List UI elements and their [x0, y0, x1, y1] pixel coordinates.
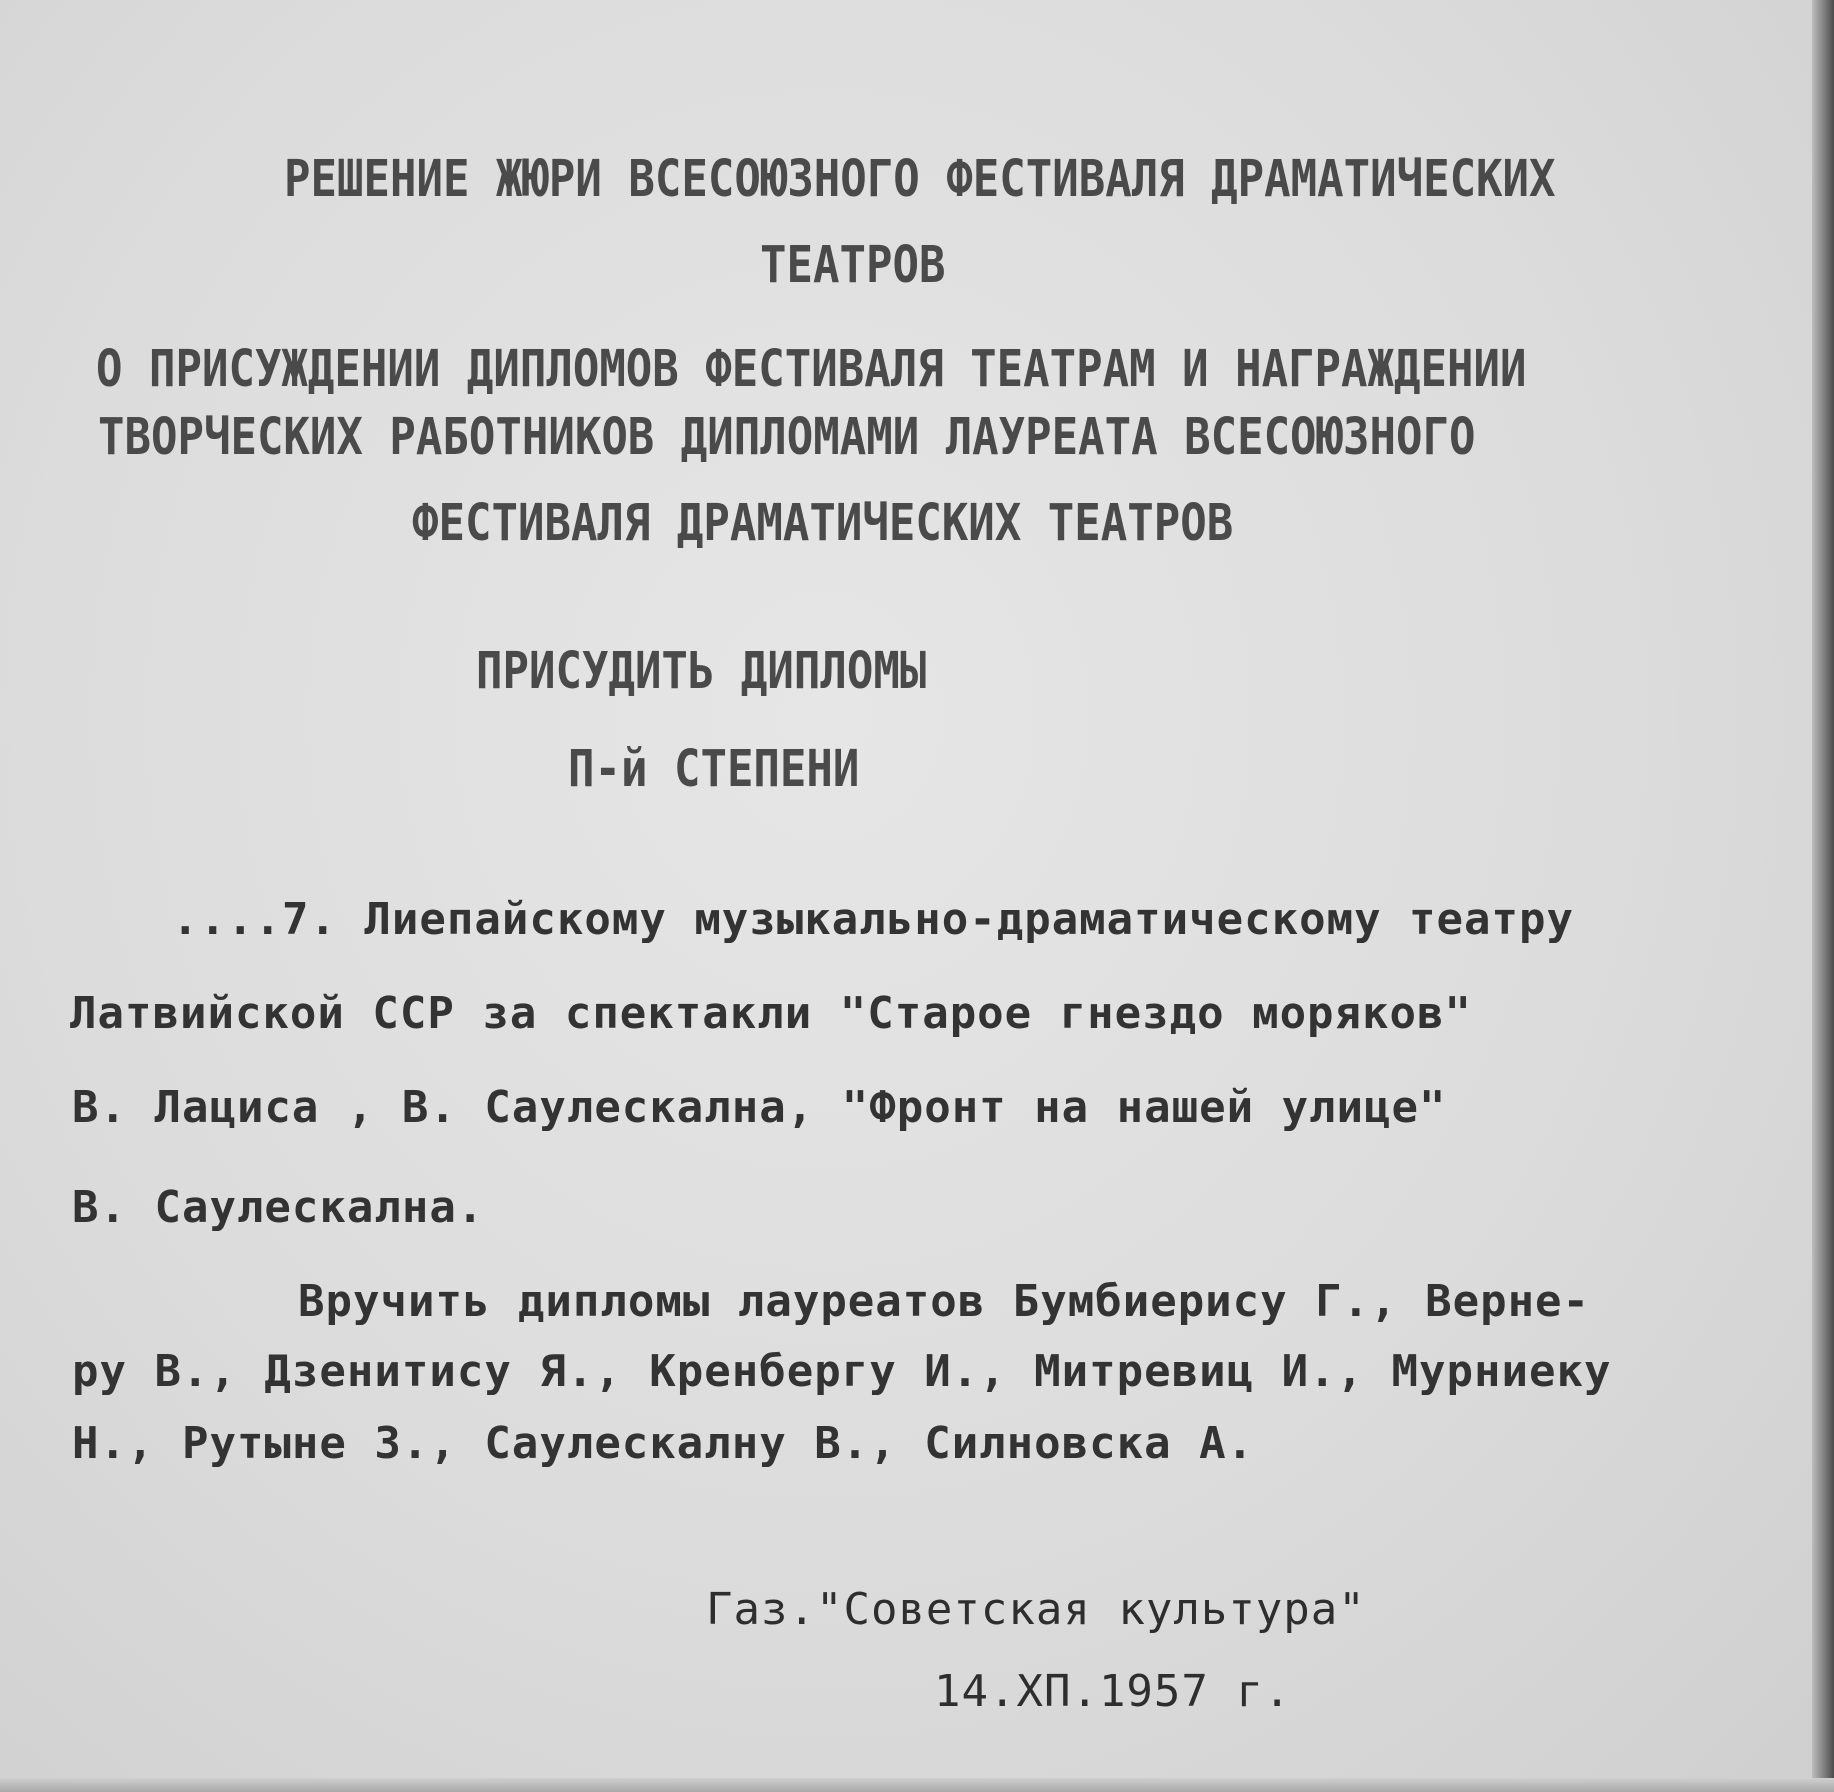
body-line-1: ....7. Лиепайскому музыкально-драматическому театру — [172, 894, 1575, 945]
page-edge-shadow — [1812, 0, 1834, 1792]
body-line-2: Латвийской ССР за спектакли "Старое гнездо моряков" — [70, 988, 1473, 1039]
header-line-3: О ПРИСУЖДЕНИИ ДИПЛОМОВ ФЕСТИВАЛЯ ТЕАТРАМ И НАГРАЖДЕНИИ — [96, 340, 1527, 399]
source-citation: Газ."Советская культура" — [706, 1584, 1366, 1635]
header-line-2: ТЕАТРОВ — [760, 236, 946, 295]
body-line-3: В. Лациса , В. Саулескална, "Фронт на нашей улице" — [72, 1082, 1447, 1133]
subhead-degree: П-й СТЕПЕНИ — [568, 740, 860, 799]
body-line-6: ру В., Дзенитису Я., Кренбергу И., Митревиц И., Мурниеку — [72, 1346, 1612, 1397]
source-date: 14.XП.1957 г. — [934, 1666, 1292, 1717]
body-line-7: Н., Рутыне З., Саулескалну В., Силновска А. — [72, 1418, 1255, 1469]
header-line-4: ТВОРЧЕСКИХ РАБОТНИКОВ ДИПЛОМАМИ ЛАУРЕАТА ВСЕСОЮЗНОГО — [98, 408, 1476, 467]
header-line-5: ФЕСТИВАЛЯ ДРАМАТИЧЕСКИХ ТЕАТРОВ — [412, 494, 1234, 553]
body-line-4: В. Саулескална. — [72, 1182, 485, 1233]
page-bottom-edge — [0, 1778, 1834, 1792]
header-line-1: РЕШЕНИЕ ЖЮРИ ВСЕСОЮЗНОГО ФЕСТИВАЛЯ ДРАМАТИЧЕСКИХ — [284, 150, 1556, 209]
subhead-award: ПРИСУДИТЬ ДИПЛОМЫ — [476, 642, 927, 701]
body-line-5: Вручить дипломы лауреатов Бумбиерису Г., Верне- — [298, 1276, 1591, 1327]
